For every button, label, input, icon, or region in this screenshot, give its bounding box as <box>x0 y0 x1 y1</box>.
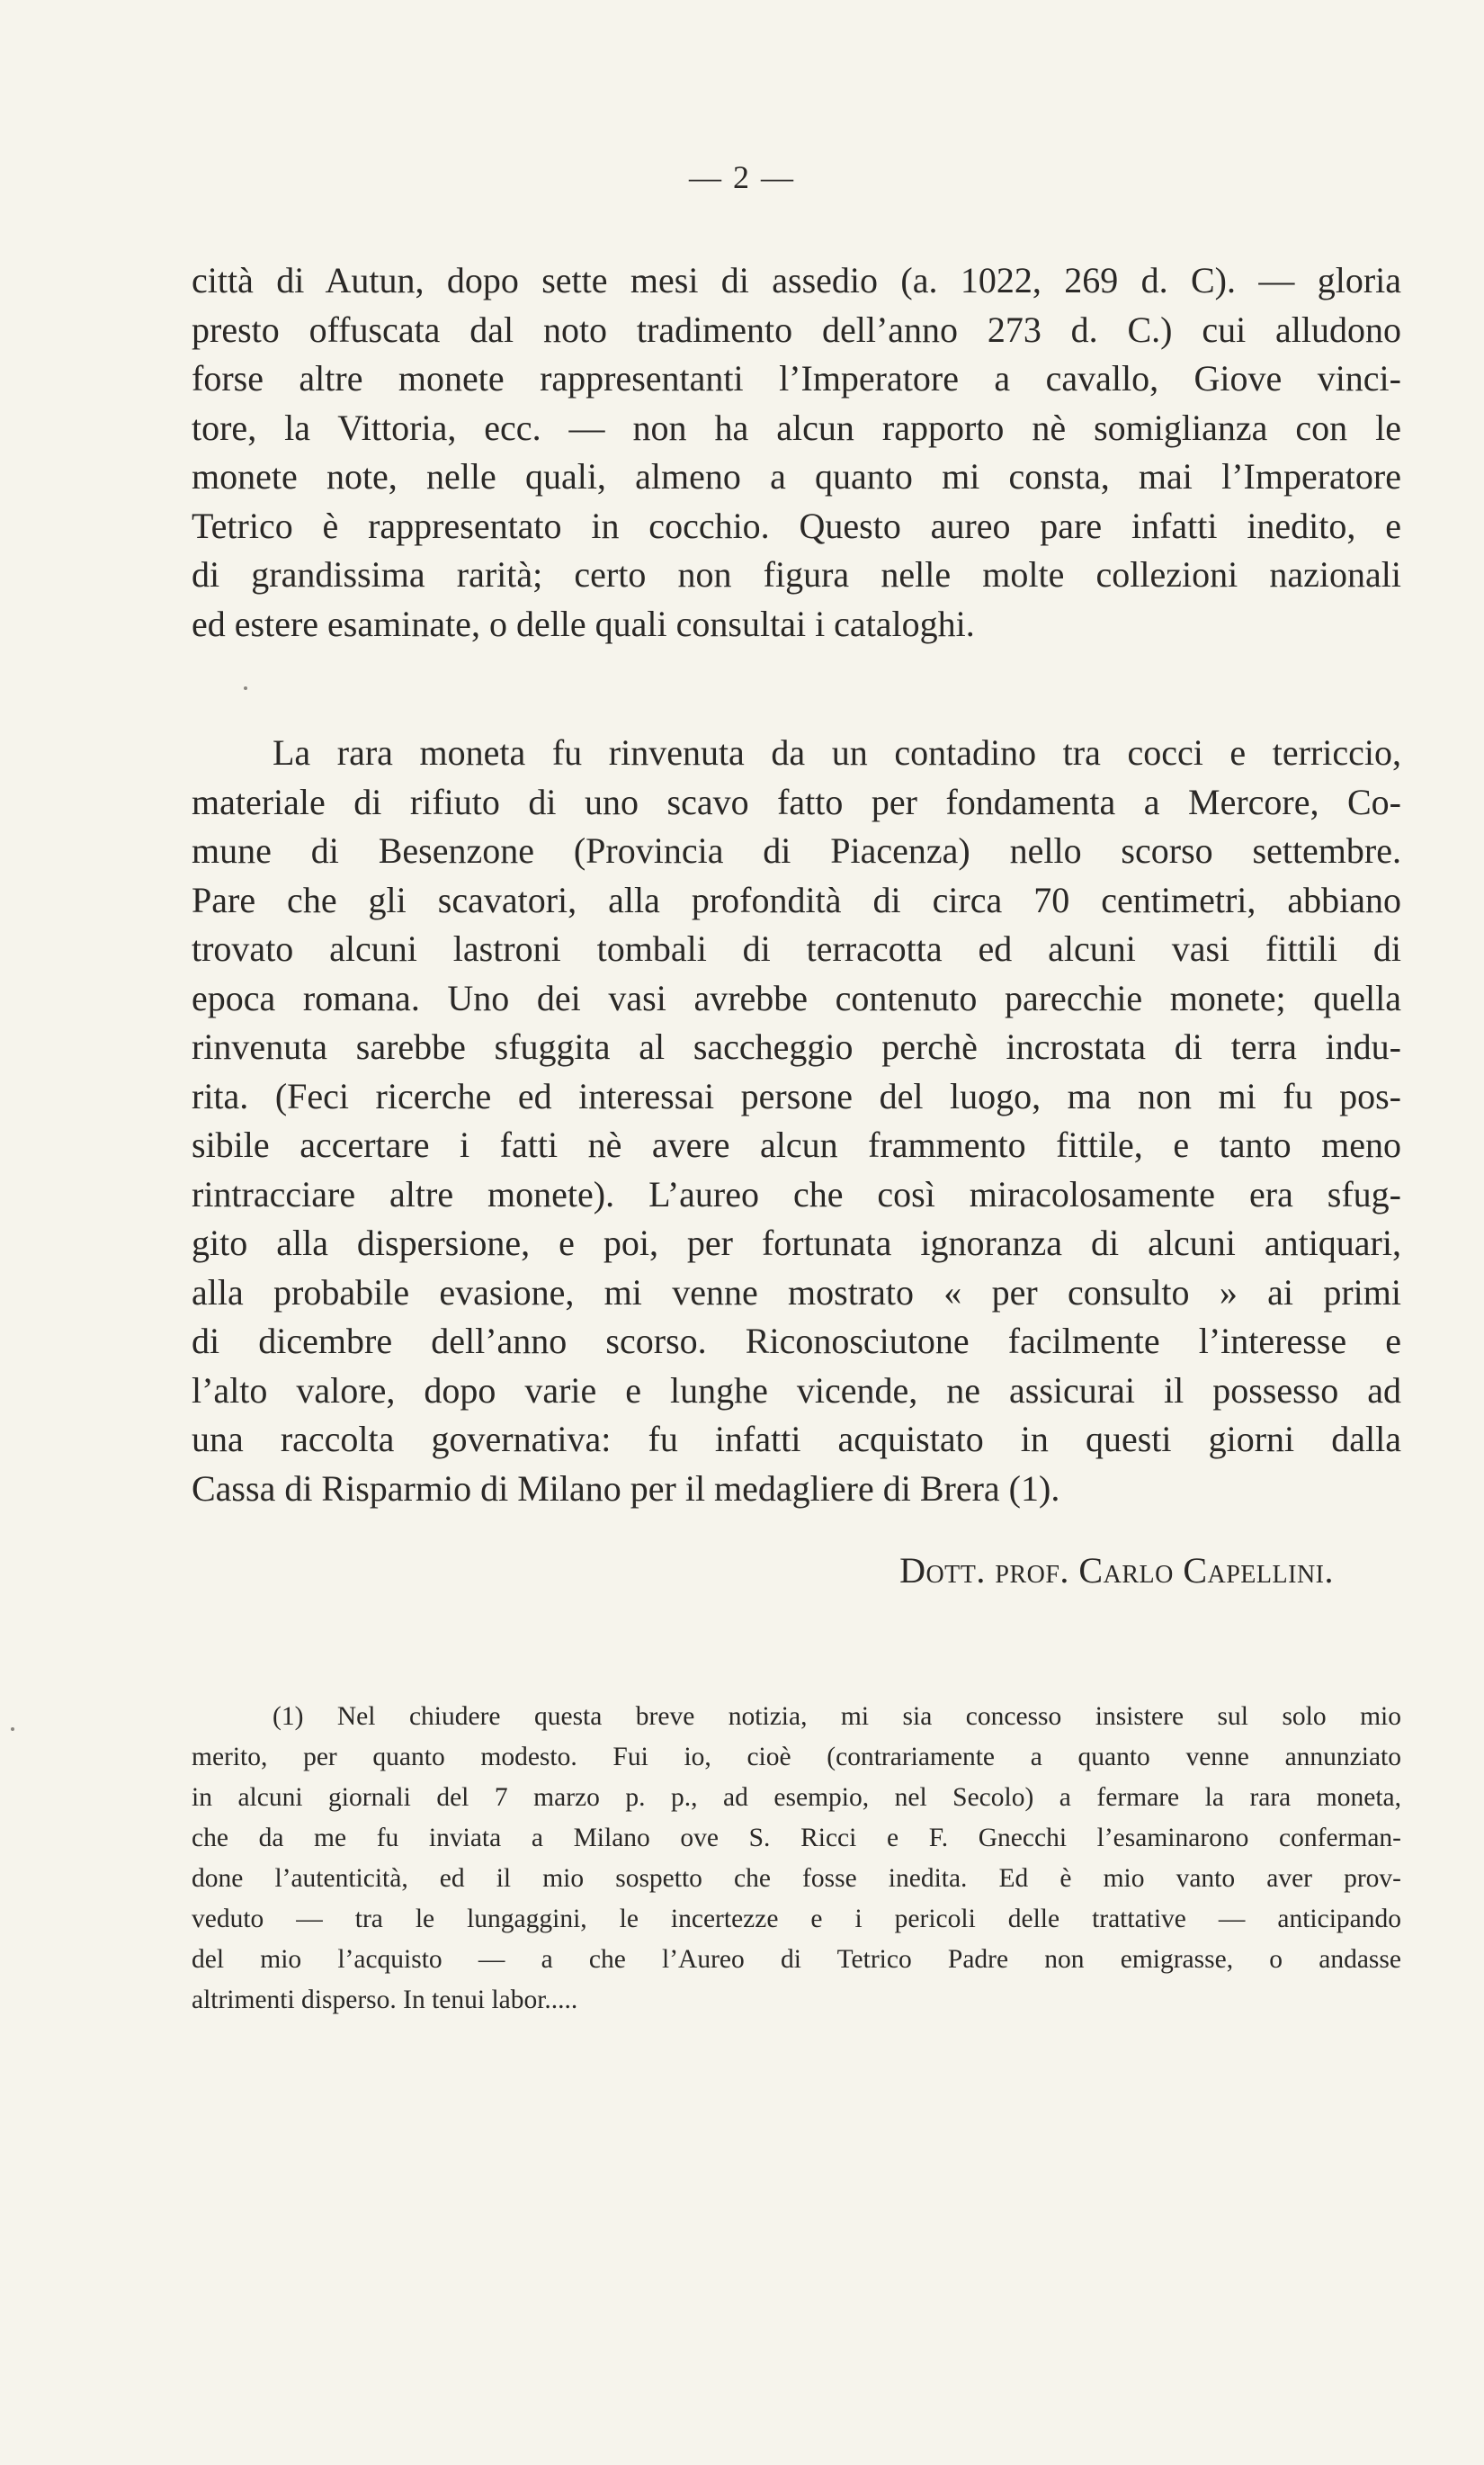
text-line: materiale di rifiuto di uno scavo fatto per fondamenta a Mercore, Co- <box>192 781 1401 822</box>
footnote-line: (1) Nel chiudere questa breve notizia, mi sia concesso insistere sul solo mio <box>273 1702 1401 1731</box>
footnote-line: che da me fu inviata a Milano ove S. Ricci e F. Gnecchi l’esaminarono conferman- <box>192 1824 1401 1852</box>
text-line: monete note, nelle quali, almeno a quanto mi consta, mai l’Imperatore <box>192 456 1401 497</box>
footnote-line: done l’autenticità, ed il mio sospetto che fosse inedita. Ed è mio vanto aver prov- <box>192 1864 1401 1893</box>
text-line: Pare che gli scavatori, alla profondità di circa 70 centimetri, abbiano <box>192 879 1401 920</box>
text-line: trovato alcuni lastroni tombali di terracotta ed alcuni vasi fittili di <box>192 928 1401 969</box>
text-line: gito alla dispersione, e poi, per fortunata ignoranza di alcuni antiquari, <box>192 1223 1401 1263</box>
text-line: l’alto valore, dopo varie e lunghe vicende, ne assicurai il possesso ad <box>192 1369 1401 1411</box>
text-line: La rara moneta fu rinvenuta da un contadino tra cocci e terriccio, <box>273 732 1401 773</box>
text-line: presto offuscata dal noto tradimento dell’anno 273 d. C.) cui alludono <box>192 309 1401 350</box>
text-line: rintracciare altre monete). L’aureo che così miracolosamente era sfug- <box>192 1173 1401 1215</box>
footnote-line: in alcuni giornali del 7 marzo p. p., ad esempio, nel Secolo) a fermare la rara moneta, <box>192 1783 1401 1812</box>
text-line: sibile accertare i fatti nè avere alcun frammento fittile, e tanto meno <box>192 1125 1401 1165</box>
scan-speck <box>11 1727 14 1731</box>
text-line: ed estere esaminate, o delle quali consultai i cataloghi. <box>192 603 975 644</box>
text-line: epoca romana. Uno dei vasi avrebbe contenuto parecchie monete; quella <box>192 977 1401 1018</box>
footnote-line: veduto — tra le lungaggini, le incertezze e i pericoli delle trattative — anticipando <box>192 1905 1401 1933</box>
text-line: alla probabile evasione, mi venne mostrato « per consulto » ai primi <box>192 1271 1401 1313</box>
text-line: Tetrico è rappresentato in cocchio. Questo aureo pare infatti inedito, e <box>192 505 1401 546</box>
text-line: rinvenuta sarebbe sfuggita al saccheggio perchè incrostata di terra indu- <box>192 1026 1401 1067</box>
footnote-line: del mio l’acquisto — a che l’Aureo di Tetrico Padre non emigrasse, o andasse <box>192 1945 1401 1974</box>
text-line: una raccolta governativa: fu infatti acquistato in questi giorni dalla <box>192 1419 1401 1459</box>
footnote <box>192 1697 1401 2021</box>
paragraph-2 <box>192 729 1401 1513</box>
text-line: tore, la Vittoria, ecc. — non ha alcun rapporto nè somiglianza con le <box>192 407 1401 448</box>
footnote-line: altrimenti disperso. In tenui labor..... <box>192 1985 578 2014</box>
text-line: mune di Besenzone (Provincia di Piacenza) nello scorso settembre. <box>192 830 1401 871</box>
text-line: città di Autun, dopo sette mesi di assedio (a. 1022, 269 d. C). — gloria <box>192 260 1401 300</box>
text-line: rita. (Feci ricerche ed interessai persone del luogo, ma non mi fu pos- <box>192 1075 1401 1116</box>
paragraph-1 <box>192 256 1401 649</box>
scan-speck <box>244 686 247 690</box>
text-line: di dicembre dell’anno scorso. Riconosciutone facilmente l’interesse e <box>192 1321 1401 1361</box>
text-line: Cassa di Risparmio di Milano per il medagliere di Brera (1). <box>192 1467 1060 1509</box>
footnote-line: merito, per quanto modesto. Fui io, cioè (contrariamente a quanto venne annunziato <box>192 1743 1401 1771</box>
page-number: — 2 — <box>689 159 795 195</box>
text-line: forse altre monete rappresentanti l’Imperatore a cavallo, Giove vinci- <box>192 358 1401 399</box>
text-line: di grandissima rarità; certo non figura nelle molte collezioni nazionali <box>192 554 1401 595</box>
author-signature: Dott. prof. Carlo Capellini. <box>899 1550 1334 1591</box>
